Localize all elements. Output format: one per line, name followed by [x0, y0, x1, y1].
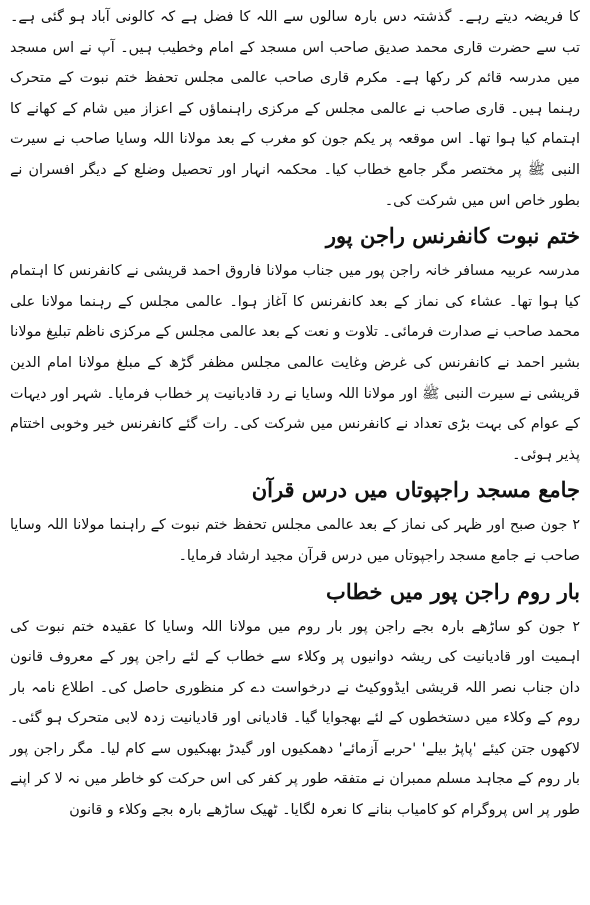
paragraph-colony-mosque: کا فریضہ دیتے رہے۔ گذشتہ دس بارہ سالوں سے اللہ کا فضل ہے کہ کالونی آباد ہو گئی ہے۔ تب سے حضرت قاری محمد صدیق صاحب اس مسجد کے امام وخطیب ہیں۔ آپ نے اس مسجد میں مدرسہ قائم کر رکھا ہے۔ مکرم قاری صاحب عالمی مجلس تحفظ ختم نبوت کے متحرک رہنما ہیں۔ قاری صاحب نے عالمی مجلس کے مرکزی راہنماؤں کے اعزاز میں شام کے کھانے کا اہتمام کیا ہوا تھا۔ اس موقعہ پر یکم جون کو مغرب کے بعد مولانا اللہ وسایا صاحب نے سیرت النبی ﷺ پر مختصر مگر جامع خطاب کیا۔ محکمہ انہار اور تحصیل وضلع کے دیگر افسران نے بطور خاص اس میں شرکت کی۔ — [10, 9, 580, 209]
paragraph-dars-e-quran: ۲ جون صبح اور ظہر کی نماز کے بعد عالمی مجلس تحفظ ختم نبوت کے راہنما مولانا اللہ وسایا صاحب نے جامع مسجد راجپوتاں میں درس قرآن مجید ارشاد فرمایا۔ — [10, 517, 580, 564]
heading-bar-room-address: بار روم راجن پور میں خطاب — [326, 578, 580, 604]
heading-khatm-e-nabuwwat-conference: ختم نبوت کانفرنس راجن پور — [325, 223, 580, 249]
document-page — [10, 2, 580, 902]
paragraph-bar-room-address: ۲ جون کو ساڑھے بارہ بجے راجن پور بار روم میں مولانا اللہ وسایا کا عقیدہ ختم نبوت کی اہمیت اور قادیانیت کی ریشہ دوانیوں پر وکلاء سے خطاب کے لئے راجن پور کے معروف قانون دان جناب نصر اللہ قریشی ایڈووکیٹ نے درخواست دے کر منظوری حاصل کی۔ اطلاع نامہ بار روم کے وکلاء میں دستخطوں کے لئے بھجوایا گیا۔ قادیانی اور قادیانیت زدہ لابی متحرک ہو گئی۔ لاکھوں جتن کیئے 'پاپڑ بیلے' 'حربے آزمائے' دھمکیوں اور گیدڑ بھبکیوں سے کام لیا۔ مگر راجن پور بار روم کے مجاہد مسلم ممبران نے متفقہ طور پر کفر کی اس حرکت کو خاطر میں نہ لا کر اپنے طور پر اس پروگرام کو کامیاب بنانے کا نعرہ لگایا۔ ٹھیک ساڑھے بارہ بجے وکلاء و قانون — [10, 618, 580, 819]
paragraph-conference-report: مدرسہ عربیہ مسافر خانہ راجن پور میں جناب مولانا فاروق احمد قریشی نے کانفرنس کا اہتمام کیا ہوا تھا۔ عشاء کی نماز کے بعد کانفرنس کا آغاز ہوا۔ عالمی مجلس کے رہنما مولانا علی محمد صاحب نے صدارت فرمائی۔ تلاوت و نعت کے بعد عالمی مجلس کے مرکزی ناظم تبلیغ مولانا بشیر احمد نے کانفرنس کی غرض وغایت عالمی مجلس مظفر گڑھ کے مبلغ مولانا امام الدین قریشی نے سیرت النبی ﷺ اور مولانا اللہ وسایا نے رد قادیانیت پر خطاب فرمایا۔ شہر اور دیہات کے عوام کی بہت بڑی تعداد نے کانفرنس میں شرکت کی۔ رات گئے کانفرنس خیر وخوبی اختتام پذیر ہوئی۔ — [10, 263, 580, 463]
heading-dars-e-quran: جامع مسجد راجپوتاں میں درس قرآن — [251, 477, 580, 503]
